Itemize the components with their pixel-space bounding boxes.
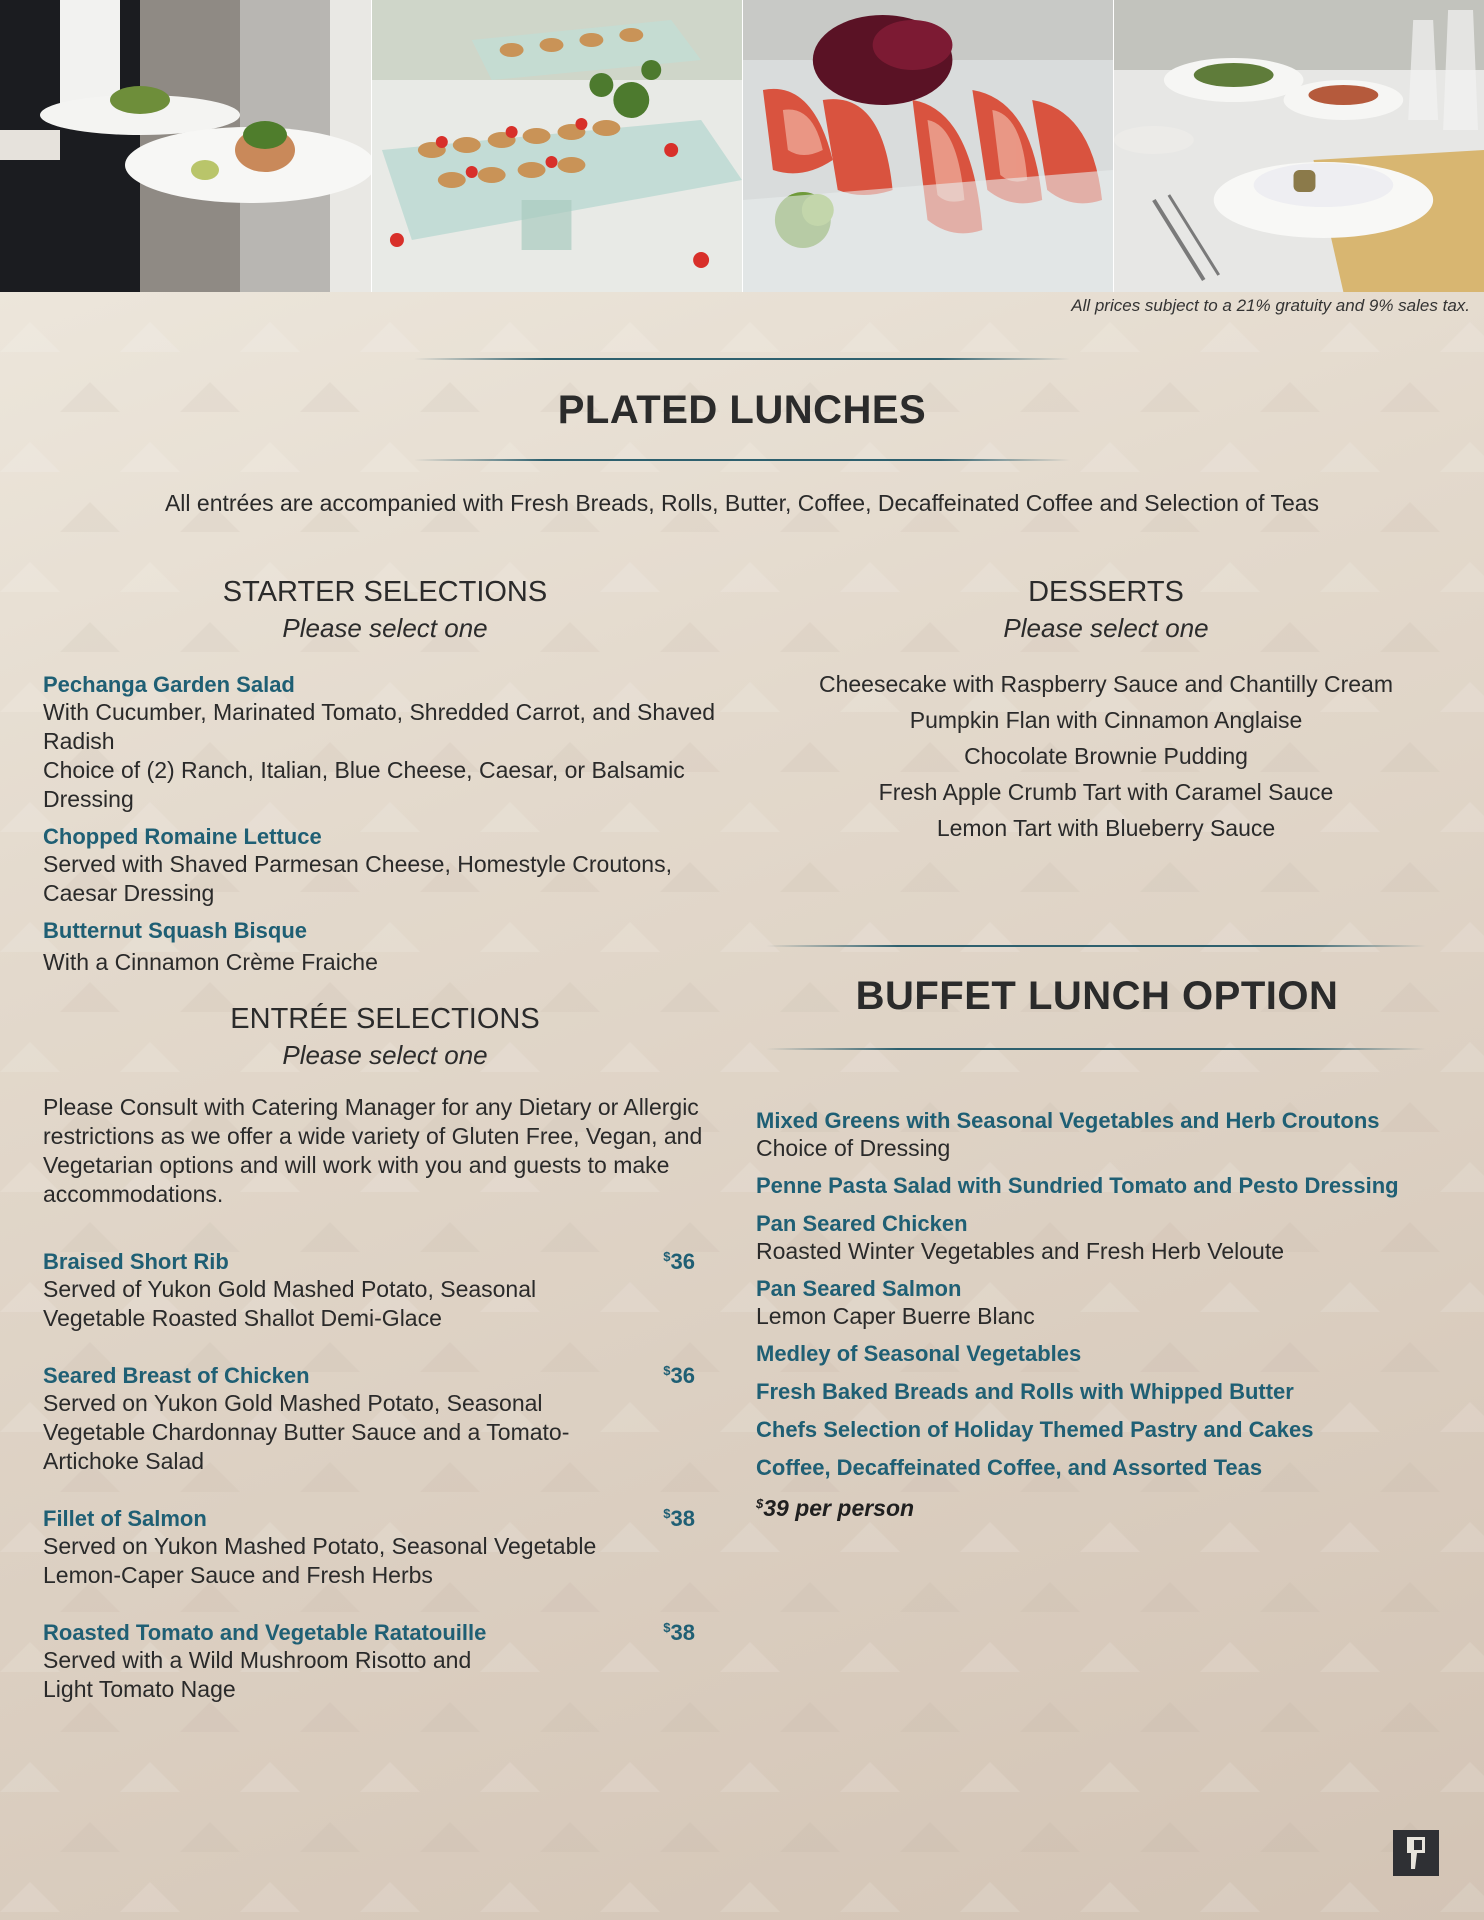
buffet-item-description: Roasted Winter Vegetables and Fresh Herb Veloute	[756, 1238, 1285, 1264]
starter-description: Served with Shaved Parmesan Cheese, Homestyle Croutons, Caesar Dressing	[43, 851, 672, 906]
buffet-item-name: Penne Pasta Salad with Sundried Tomato and Pesto Dressing	[756, 1173, 1399, 1198]
starter-description: Choice of (2) Ranch, Italian, Blue Cheese, Caesar, or Balsamic Dressing	[43, 757, 685, 812]
list-item	[43, 1363, 727, 1476]
entree-name: Seared Breast of Chicken	[43, 1363, 310, 1388]
entree-description: Served on Yukon Gold Mashed Potato, Seasonal Vegetable Chardonnay Butter Sauce and a Tomato-Artichoke Salad	[43, 1390, 570, 1474]
buffet-price: $39 per person	[756, 1495, 915, 1521]
buffet-item-name: Pan Seared Salmon	[756, 1276, 962, 1301]
divider-line	[414, 358, 1070, 360]
left-column	[43, 576, 727, 1704]
pechanga-logo-icon	[1393, 1830, 1439, 1876]
list-item	[43, 1620, 727, 1704]
buffet-item-name: Pan Seared Chicken	[756, 1211, 968, 1236]
buffet-item-description: Choice of Dressing	[756, 1135, 951, 1161]
entree-selections-title: ENTRÉE SELECTIONS	[230, 1003, 540, 1035]
prosciutto-photo	[742, 0, 1113, 292]
buffet-item-description: Lemon Caper Buerre Blanc	[756, 1303, 1035, 1329]
waiter-plates-photo	[0, 0, 371, 292]
list-item	[43, 672, 727, 814]
buffet-section	[756, 1108, 1456, 1522]
entree-description: Served with a Wild Mushroom Risotto and Light Tomato Nage	[43, 1647, 472, 1702]
dessert-list	[756, 666, 1456, 846]
desserts-subtitle: Please select one	[1003, 613, 1209, 643]
buffet-item-name: Mixed Greens with Seasonal Vegetables and Herb Croutons	[756, 1108, 1380, 1133]
starter-list	[43, 672, 727, 977]
starter-name: Butternut Squash Bisque	[43, 918, 308, 943]
entree-price: $38	[663, 1620, 695, 1645]
buffet-item-name: Chefs Selection of Holiday Themed Pastry and Cakes	[756, 1417, 1314, 1442]
divider-line	[414, 459, 1070, 461]
entree-selections-subtitle: Please select one	[282, 1040, 488, 1070]
entree-name: Fillet of Salmon	[43, 1506, 207, 1531]
entree-name: Braised Short Rib	[43, 1249, 229, 1274]
starter-description: With Cucumber, Marinated Tomato, Shredded Carrot, and Shaved Radish	[43, 699, 716, 754]
plated-lunches-title: PLATED LUNCHES	[557, 388, 927, 432]
list-item	[756, 1276, 1456, 1331]
starter-name: Pechanga Garden Salad	[43, 672, 295, 697]
entree-name: Roasted Tomato and Vegetable Ratatouille	[43, 1620, 487, 1645]
list-item	[756, 1108, 1456, 1163]
entree-description: Served of Yukon Gold Mashed Potato, Seasonal Vegetable Roasted Shallot Demi-Glace	[43, 1276, 537, 1331]
list-item	[756, 1211, 1456, 1266]
divider-line	[766, 945, 1426, 947]
dietary-note: Please Consult with Catering Manager for any Dietary or Allergic restrictions as we offer a wide variety of Gluten Free, Vegan, and Vegetarian options and will work with you and guests to make accommodations.	[43, 1094, 703, 1207]
plated-intro: All entrées are accompanied with Fresh Breads, Rolls, Butter, Coffee, Decaffeinated Coffee and Selection of Teas	[164, 490, 1320, 516]
list-item	[43, 1506, 727, 1590]
entree-price: $36	[663, 1249, 695, 1274]
list-item: Pumpkin Flan with Cinnamon Anglaise	[909, 707, 1303, 733]
starter-description: With a Cinnamon Crème Fraiche	[43, 949, 378, 975]
entree-price: $38	[663, 1506, 695, 1531]
list-item	[43, 1249, 727, 1333]
list-item	[756, 1379, 1456, 1405]
buffet-item-name: Coffee, Decaffeinated Coffee, and Assorted Teas	[756, 1455, 1263, 1480]
table-setting-photo	[1113, 0, 1484, 292]
list-item: Fresh Apple Crumb Tart with Caramel Sauce	[878, 779, 1334, 805]
buffet-item-name: Fresh Baked Breads and Rolls with Whipped Butter	[756, 1379, 1294, 1404]
gratuity-disclaimer: All prices subject to a 21% gratuity and 9% sales tax.	[1071, 296, 1470, 315]
buffet-item-name: Medley of Seasonal Vegetables	[756, 1341, 1082, 1366]
list-item	[756, 1455, 1456, 1481]
starter-name: Chopped Romaine Lettuce	[43, 824, 322, 849]
entree-list	[43, 1249, 727, 1704]
appetizer-tray-photo	[371, 0, 742, 292]
entree-price: $36	[663, 1363, 695, 1388]
list-item: Cheesecake with Raspberry Sauce and Chantilly Cream	[818, 671, 1393, 697]
list-item: Lemon Tart with Blueberry Sauce	[936, 815, 1276, 841]
list-item	[756, 1173, 1456, 1199]
desserts-title: DESSERTS	[1028, 576, 1184, 608]
buffet-lunch-title: BUFFET LUNCH OPTION	[855, 974, 1339, 1018]
list-item	[43, 918, 727, 977]
photo-strip	[0, 0, 1484, 292]
starter-selections-title: STARTER SELECTIONS	[222, 576, 548, 608]
list-item: Chocolate Brownie Pudding	[964, 743, 1248, 769]
starter-selections-subtitle: Please select one	[282, 613, 488, 643]
entree-description: Served on Yukon Mashed Potato, Seasonal Vegetable Lemon-Caper Sauce and Fresh Herbs	[43, 1533, 597, 1588]
list-item	[756, 1417, 1456, 1443]
list-item	[756, 1341, 1456, 1367]
divider-line	[766, 1048, 1426, 1050]
list-item	[43, 824, 727, 908]
desserts-section	[756, 576, 1456, 846]
